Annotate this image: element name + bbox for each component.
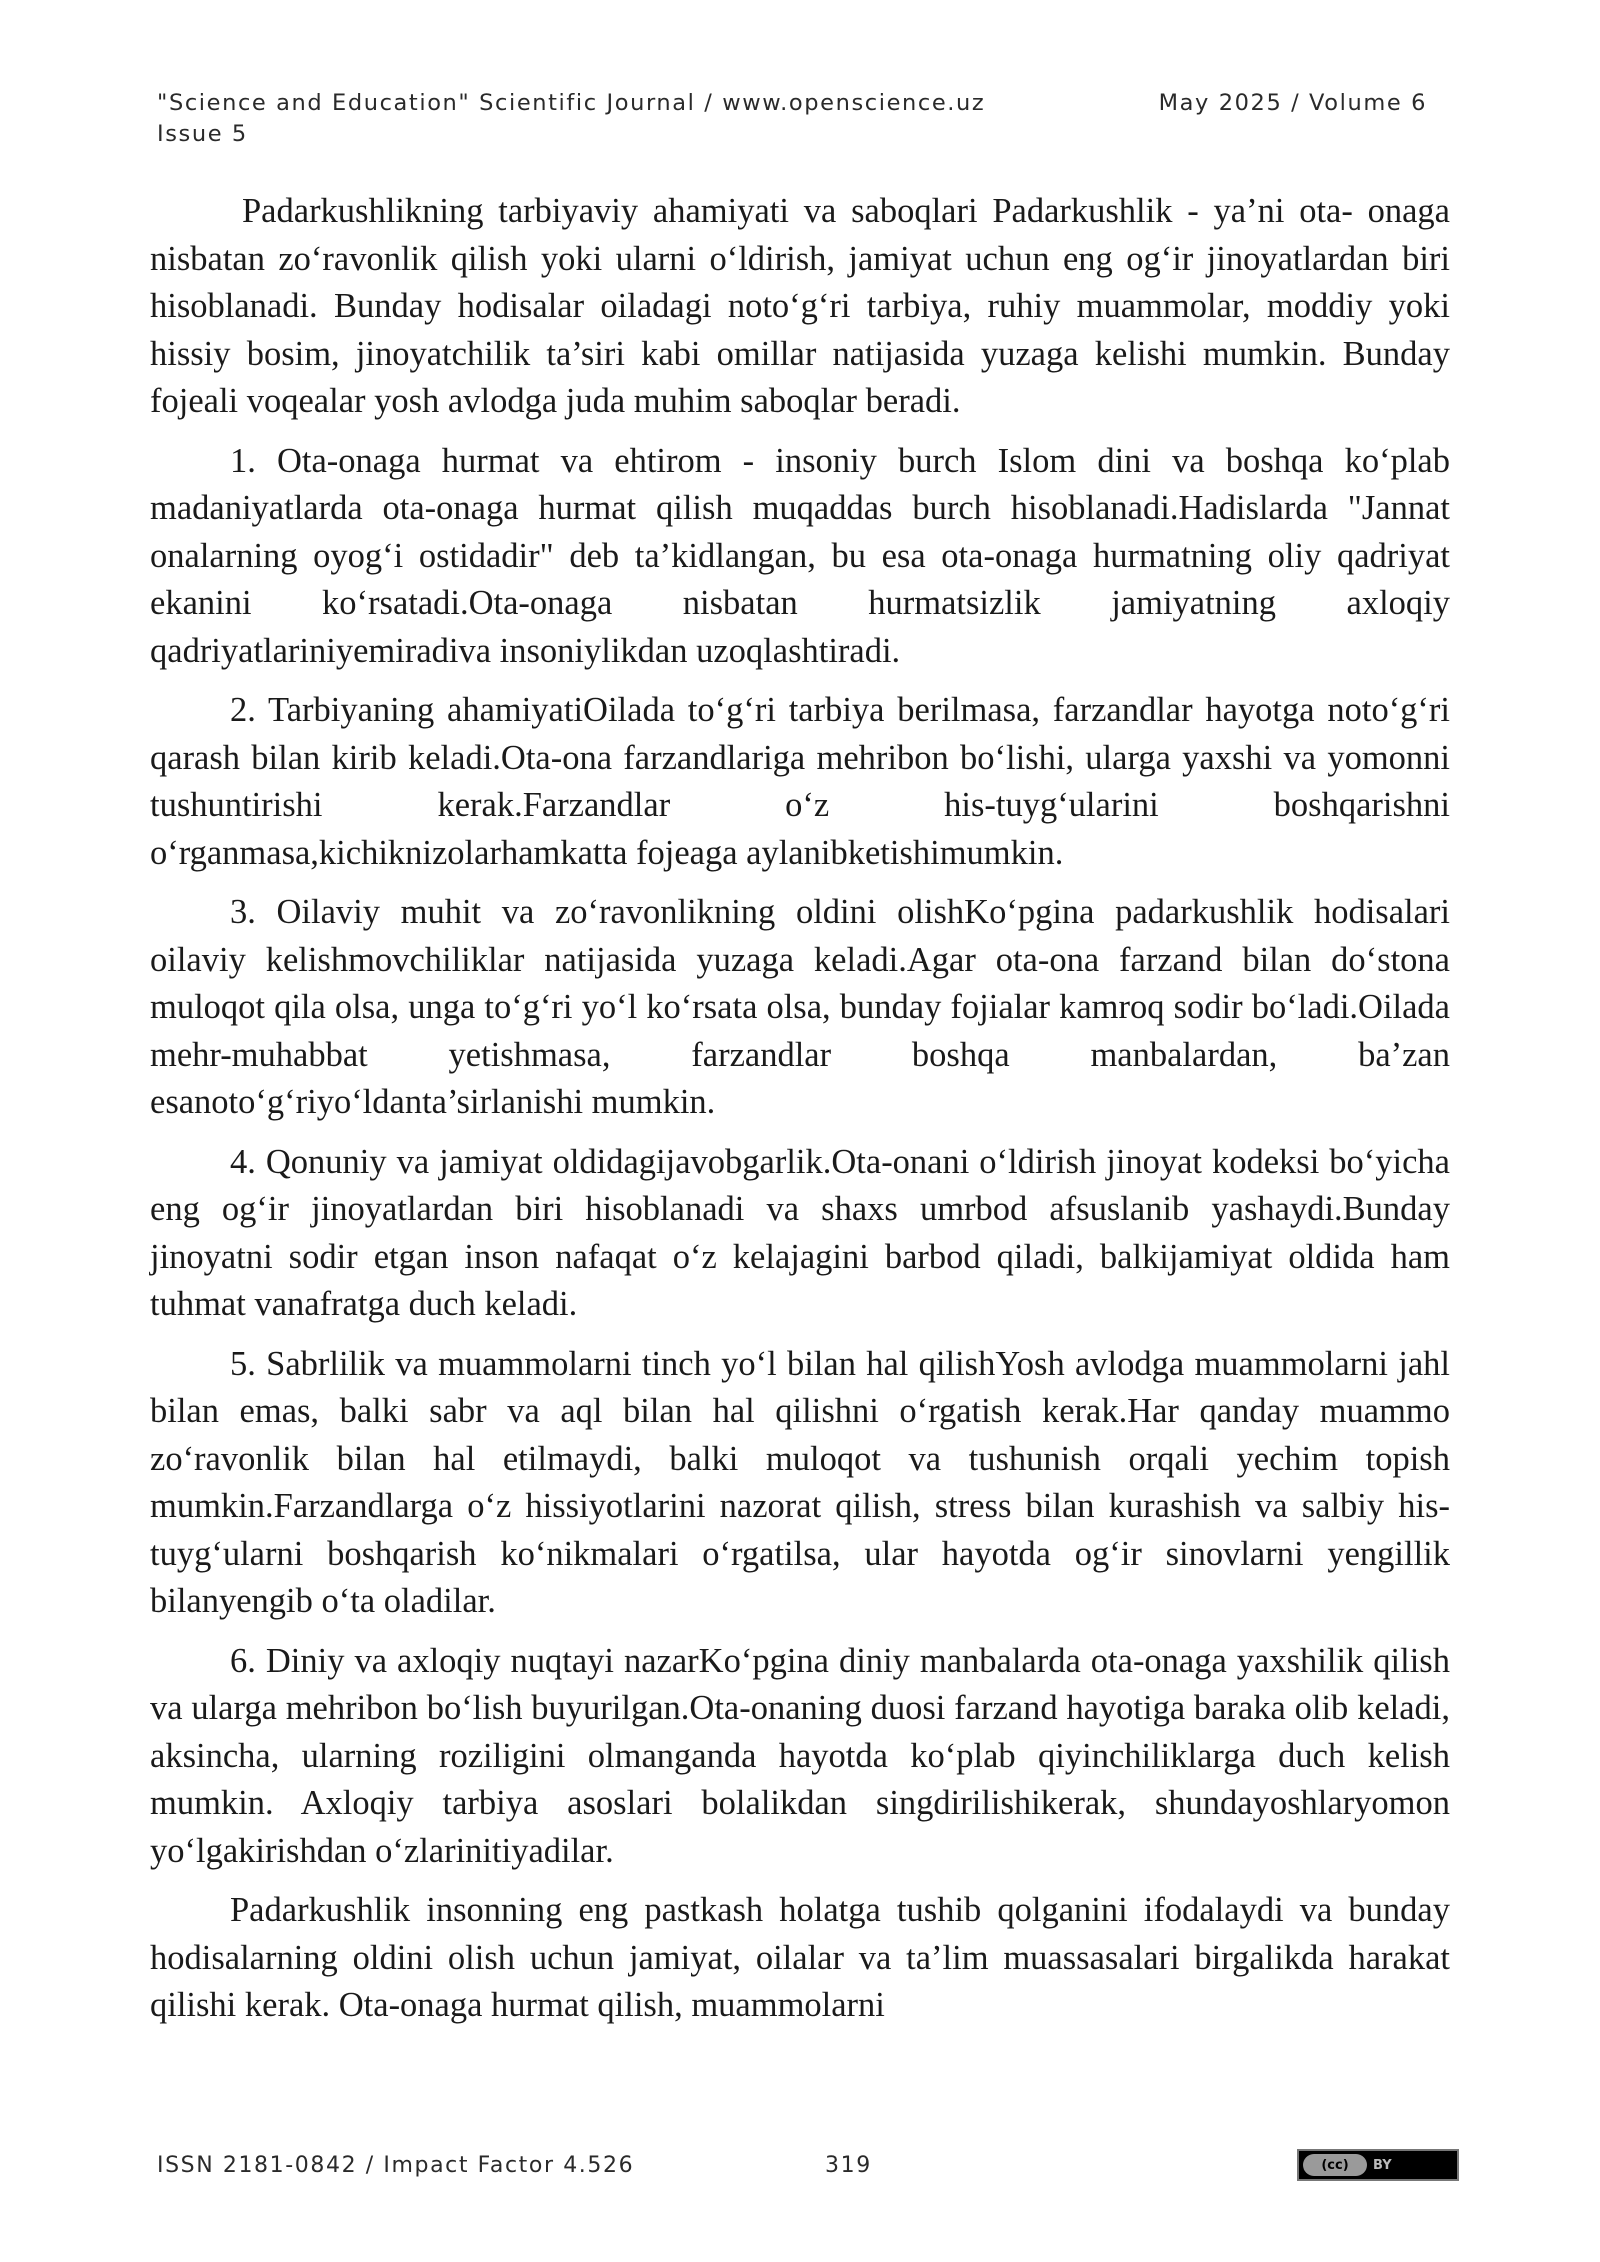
cc-by-license-icon [1297, 2149, 1459, 2181]
date-volume: May 2025 / Volume 6 [1158, 90, 1427, 116]
paragraph-point-5: 5. Sabrlilik va muammolarni tinch yo‘l bilan hal qilishYosh avlodga muammolarni jahl bilan emas, balki sabr va aql bilan hal qilishni o‘rgatish kerak.Har qanday muammo zo‘ravonlik bilan hal etilmaydi, balki muloqot va tushunish orqali yechim topish mumkin.Farzandlarga o‘z hissiyotlarini nazorat qilish, stress bilan kurashish va salbiy his-tuyg‘ularni boshqarish ko‘nikmalari o‘rgatilsa, ular hayotda og‘ir sinovlarni yengillik bilanyengib o‘ta oladilar. [150, 1344, 1450, 1620]
page-footer [157, 2153, 1457, 2185]
by-icon: BY [1373, 2157, 1392, 2173]
paragraph-point-6: 6. Diniy va axloqiy nuqtayi nazarKo‘pgina diniy manbalarda ota-onaga yaxshilik qilish va ularga mehribon bo‘lish buyurilgan.Ota-onaning duosi farzand hayotiga baraka olib keladi, aksincha, ularning roziligini olmanganda hayotda ko‘plab qiyinchiliklarga duch kelish mumkin. Axloqiy tarbiya asoslari bolalikdan singdirilishikerak, shundayoshlaryomon yo‘lgakirishdan o‘zlarinitiyadilar. [150, 1641, 1450, 1870]
paragraph-point-3: 3. Oilaviy muhit va zo‘ravonlikning oldini olishKo‘pgina padarkushlik hodisalari oilaviy kelishmovchiliklar natijasida yuzaga keladi.Agar ota-ona farzand bilan do‘stona muloqot qila olsa, unga to‘g‘ri yo‘l ko‘rsata olsa, bunday fojialar kamroq sodir bo‘ladi.Oilada mehr-muhabbat yetishmasa, farzandlar boshqa manbalardan, ba’zan esanoto‘g‘riyo‘ldanta’sirlanishi mumkin. [150, 893, 1450, 1121]
paragraph-intro: Padarkushlikning tarbiyaviy ahamiyati va saboqlari Padarkushlik - ya’ni ota- onaga nisbatan zo‘ravonlik qilish yoki ularni o‘ldirish, jamiyat uchun eng og‘ir jinoyatlardan biri hisoblanadi. Bunday hodisalar oiladagi noto‘g‘ri tarbiya, ruhiy muammolar, moddiy yoki hissiy bosim, jinoyatchilik ta’siri kabi omillar natijasida yuzaga kelishi mumkin. Bunday fojeali voqealar yosh avlodga juda muhim saboqlar beradi. [150, 192, 1450, 420]
page-number: 319 [825, 2153, 872, 2178]
article-body [150, 188, 1450, 2030]
issue-number: Issue 5 [157, 121, 248, 147]
issn-impact-factor: ISSN 2181-0842 / Impact Factor 4.526 [157, 2153, 635, 2178]
cc-icon: (cc) [1303, 2154, 1367, 2176]
paragraph-point-2: 2. Tarbiyaning ahamiyatiOilada to‘g‘ri tarbiya berilmasa, farzandlar hayotga noto‘g‘ri qarash bilan kirib keladi.Ota-ona farzandlariga mehribon bo‘lishi, ularga yaxshi va yomonni tushuntirishi kerak.Farzandlar o‘z his-tuyg‘ularini boshqarishni o‘rganmasa,kichiknizolarhamkatta fojeaga aylanibketishimumkin. [150, 691, 1450, 872]
paragraph-point-1: 1. Ota-onaga hurmat va ehtirom - insoniy burch Islom dini va boshqa ko‘plab madaniyatlarda ota-onaga hurmat qilish muqaddas burch hisoblanadi.Hadislarda "Jannat onalarning oyog‘i ostidadir" deb ta’kidlangan, bu esa ota-onaga hurmatning oliy qadriyat ekanini ko‘rsatadi.Ota-onaga nisbatan hurmatsizlik jamiyatning axloqiy qadriyatlariniyemiradiva insoniylikdan uzoqlashtiradi. [150, 441, 1450, 670]
paragraph-point-4: 4. Qonuniy va jamiyat oldidagijavobgarlik.Ota-onani o‘ldirish jinoyat kodeksi bo‘yicha eng og‘ir jinoyatlardan biri hisoblanadi va shaxs umrbod afsuslanib yashaydi.Bunday jinoyatni sodir etgan inson nafaqat o‘z kelajagini barbod qiladi, balkijamiyat oldida ham tuhmat vanafratga duch keladi. [150, 1142, 1450, 1323]
paragraph-conclusion: Padarkushlik insonning eng pastkash holatga tushib qolganini ifodalaydi va bunday hodisalarning oldini olish uchun jamiyat, oilalar va ta’lim muassasalari birgalikda harakat qilishi kerak. Ota-onaga hurmat qilish, muammolarni [150, 1891, 1450, 2024]
journal-header [157, 88, 1427, 150]
journal-name: "Science and Education" Scientific Journal / www.openscience.uz [157, 90, 986, 116]
